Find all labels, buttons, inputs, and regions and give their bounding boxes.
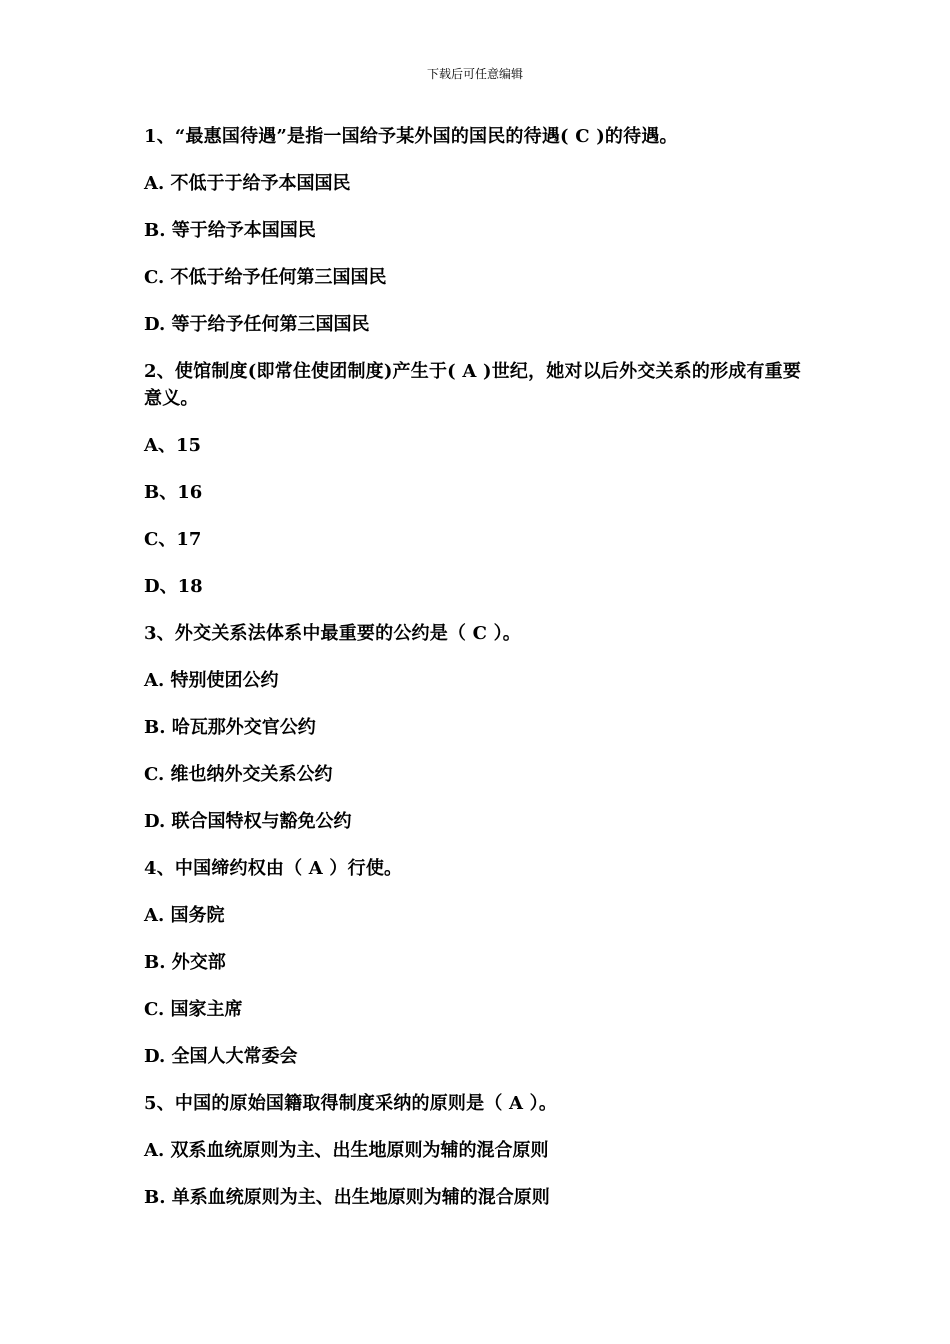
option-b: B. 等于给予本国国民 bbox=[144, 220, 316, 241]
option-d: D. 等于给予任何第三国国民 bbox=[144, 314, 370, 335]
option-a: A. 双系血统原则为主、出生地原则为辅的混合原则 bbox=[144, 1140, 549, 1161]
option-a: A. 不低于于给予本国国民 bbox=[144, 173, 351, 194]
question-stem: 2、使馆制度(即常住使团制度)产生于( A )世纪，她对以后外交关系的形成有重要意义。 bbox=[144, 361, 802, 409]
option-d: D、18 bbox=[144, 576, 203, 597]
option-c: C. 维也纳外交关系公约 bbox=[144, 764, 333, 785]
question-5 bbox=[144, 1090, 804, 1211]
option-d: D. 联合国特权与豁免公约 bbox=[144, 811, 352, 832]
question-stem: 1、“最惠国待遇”是指一国给予某外国的国民的待遇( C )的待遇。 bbox=[144, 126, 678, 147]
option-a: A、15 bbox=[144, 435, 202, 456]
question-list bbox=[144, 123, 804, 1231]
option-b: B. 哈瓦那外交官公约 bbox=[144, 717, 316, 738]
question-stem: 4、中国缔约权由（ A ）行使。 bbox=[144, 858, 403, 879]
question-stem: 5、中国的原始国籍取得制度采纳的原则是（ A ）。 bbox=[144, 1093, 558, 1114]
question-2 bbox=[144, 358, 804, 600]
option-b: B. 外交部 bbox=[144, 952, 226, 973]
option-b: B. 单系血统原则为主、出生地原则为辅的混合原则 bbox=[144, 1187, 550, 1208]
page-header: 下载后可任意编辑 bbox=[426, 67, 523, 81]
option-a: A. 特别使团公约 bbox=[144, 670, 279, 691]
option-d: D. 全国人大常委会 bbox=[144, 1046, 298, 1067]
question-3 bbox=[144, 620, 804, 835]
option-c: C、17 bbox=[144, 529, 202, 550]
question-stem: 3、外交关系法体系中最重要的公约是（ C ）。 bbox=[144, 623, 521, 644]
question-1 bbox=[144, 123, 804, 338]
question-4 bbox=[144, 855, 804, 1070]
option-b: B、16 bbox=[144, 482, 203, 503]
option-c: C. 不低于给予任何第三国国民 bbox=[144, 267, 387, 288]
option-a: A. 国务院 bbox=[144, 905, 225, 926]
option-c: C. 国家主席 bbox=[144, 999, 243, 1020]
